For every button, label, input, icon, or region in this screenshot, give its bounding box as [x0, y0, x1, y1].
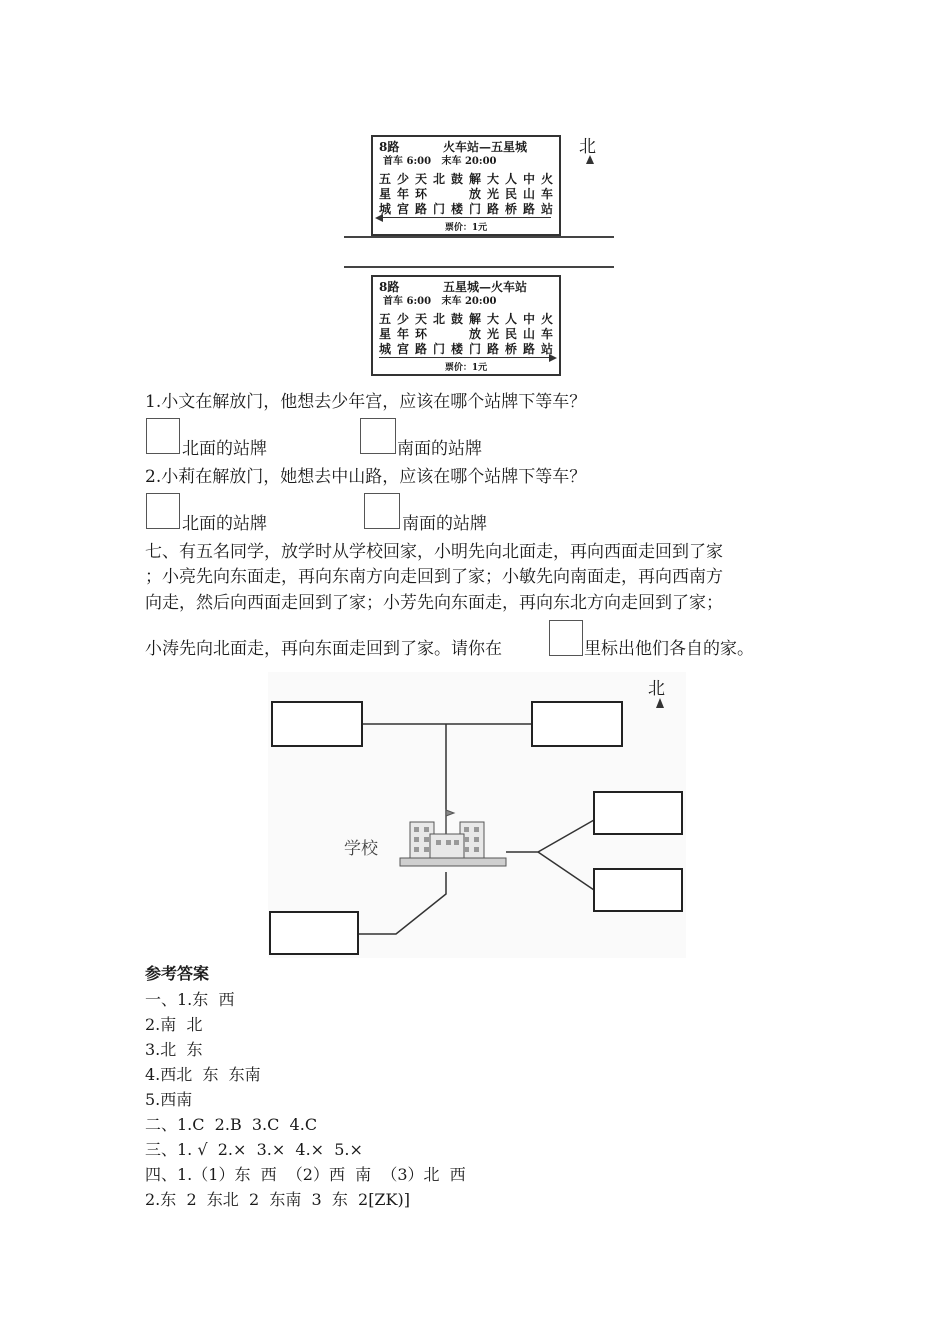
- station-char: 路: [414, 202, 427, 216]
- station-char: 车: [540, 327, 553, 341]
- station-char: 路: [486, 342, 499, 356]
- q2-option-south: 南面的站牌: [402, 514, 487, 534]
- north-bus-sign: [371, 135, 561, 236]
- station-char: 年: [396, 187, 409, 201]
- station-char: 民: [504, 327, 517, 341]
- q2-checkbox-north[interactable]: [146, 493, 180, 529]
- station-char: 人: [504, 312, 517, 326]
- station-char: 门: [468, 342, 481, 356]
- station-char: 少: [396, 312, 409, 326]
- home-box-southwest: [270, 912, 358, 954]
- station-char: 门: [432, 342, 445, 356]
- station-char: 门: [432, 202, 445, 216]
- sign-fare: 票价：1元: [444, 223, 488, 233]
- answer-line: 2.南 北: [145, 1015, 203, 1034]
- map-north-label: 北: [648, 679, 665, 699]
- station-char: 城: [378, 342, 391, 356]
- station-char: 火: [540, 312, 553, 326]
- answer-line: 2.东 2 东北 2 东南 3 东 2[ZK)]: [145, 1190, 410, 1209]
- inline-answer-box: [549, 620, 583, 656]
- sign-stations: [373, 310, 559, 358]
- station-char: 中: [522, 312, 535, 326]
- station-char: 鼓: [450, 172, 463, 186]
- station-char: 解: [468, 312, 481, 326]
- station-char: 城: [378, 202, 391, 216]
- station-char: 光: [486, 327, 499, 341]
- home-box-east-upper: [594, 792, 682, 834]
- answers-title: 参考答案: [145, 964, 210, 983]
- answer-line: 5.西南: [145, 1090, 193, 1109]
- q1-option-north: 北面的站牌: [182, 439, 267, 459]
- station-char: 民: [504, 187, 517, 201]
- answer-line: 三、1. √ 2.× 3.× 4.× 5.×: [145, 1140, 363, 1159]
- station-char: 放: [468, 187, 481, 201]
- q1-checkbox-north[interactable]: [146, 418, 180, 454]
- station-char: 桥: [504, 342, 517, 356]
- question-2: 2.小莉在解放门，她想去中山路，应该在哪个站牌下等车？: [145, 467, 587, 487]
- station-char: 五: [378, 312, 391, 326]
- road-north-edge: [344, 236, 614, 238]
- station-char: 天: [414, 172, 427, 186]
- station-char: 火: [540, 172, 553, 186]
- home-box-northeast: [532, 702, 622, 746]
- sign-stations: [373, 170, 559, 218]
- station-char: 桥: [504, 202, 517, 216]
- home-box-east-lower: [594, 869, 682, 911]
- station-char: 光: [486, 187, 499, 201]
- sign-direction: 火车站—五星城: [443, 140, 528, 154]
- station-char: 北: [432, 172, 445, 186]
- answer-line: 四、1.（1）东 西 （2）西 南 （3）北 西: [145, 1165, 466, 1184]
- station-char: 宫: [396, 342, 409, 356]
- sign-direction: 五星城—火车站: [443, 280, 528, 294]
- direction-arrow-east: [379, 357, 551, 358]
- station-char: 大: [486, 172, 499, 186]
- section7-line4-end: 里标出他们各自的家。: [584, 639, 754, 659]
- sign-route: 8路: [379, 280, 400, 294]
- q2-checkbox-south[interactable]: [364, 493, 400, 529]
- section7-line4-start: 小涛先向北面走，再向东面走回到了家。请你在: [145, 639, 502, 659]
- station-char: 站: [540, 342, 553, 356]
- sign-schedule: 首车 6:00 末车 20:00: [383, 296, 497, 307]
- station-char: 站: [540, 202, 553, 216]
- station-char: 少: [396, 172, 409, 186]
- bus-stop-figure: [344, 130, 614, 376]
- section7-line2: ；小亮先向东面走，再向东南方向走回到了家；小敏先向南面走，再向西南方: [145, 567, 723, 587]
- station-char: 中: [522, 172, 535, 186]
- station-char: 大: [486, 312, 499, 326]
- station-char: 北: [432, 312, 445, 326]
- north-arrow-icon: [586, 155, 594, 164]
- sign-fare: 票价：1元: [444, 363, 488, 373]
- station-char: 人: [504, 172, 517, 186]
- sign-route: 8路: [379, 140, 400, 154]
- station-char: 路: [522, 342, 535, 356]
- station-char: 环: [414, 187, 427, 201]
- home-box-northwest: [272, 702, 362, 746]
- station-char: 车: [540, 187, 553, 201]
- station-char: 放: [468, 327, 481, 341]
- q2-option-north: 北面的站牌: [182, 514, 267, 534]
- direction-arrow-west: [379, 217, 551, 218]
- answer-line: 3.北 东: [145, 1040, 203, 1059]
- section7-line1: 七、有五名同学，放学时从学校回家，小明先向北面走，再向西面走回到了家: [145, 542, 723, 562]
- station-char: 天: [414, 312, 427, 326]
- q1-checkbox-south[interactable]: [360, 418, 396, 454]
- sign-schedule: 首车 6:00 末车 20:00: [383, 156, 497, 167]
- station-char: 门: [468, 202, 481, 216]
- station-char: 宫: [396, 202, 409, 216]
- station-char: 山: [522, 187, 535, 201]
- station-char: 星: [378, 327, 391, 341]
- section7-line3: 向走，然后向西面走回到了家；小芳先向东面走，再向东北方向走回到了家；: [145, 593, 723, 613]
- station-char: 路: [414, 342, 427, 356]
- station-char: 楼: [450, 202, 463, 216]
- south-bus-sign: [371, 275, 561, 376]
- north-label: 北: [579, 137, 596, 157]
- question-1: 1.小文在解放门，他想去少年宫，应该在哪个站牌下等车？: [145, 392, 587, 412]
- school-map-graphic: [268, 672, 686, 958]
- q1-option-south: 南面的站牌: [397, 439, 482, 459]
- station-char: 山: [522, 327, 535, 341]
- school-label: 学校: [344, 839, 378, 859]
- answer-line: 4.西北 东 东南: [145, 1065, 261, 1084]
- station-char: 五: [378, 172, 391, 186]
- station-char: 年: [396, 327, 409, 341]
- road-south-edge: [344, 266, 614, 268]
- station-char: 鼓: [450, 312, 463, 326]
- answer-line: 一、1.东 西: [145, 990, 235, 1009]
- station-char: 环: [414, 327, 427, 341]
- school-map: [268, 672, 686, 958]
- station-char: 解: [468, 172, 481, 186]
- station-char: 星: [378, 187, 391, 201]
- station-char: 路: [522, 202, 535, 216]
- answer-line: 二、1.C 2.B 3.C 4.C: [145, 1115, 318, 1134]
- station-char: 楼: [450, 342, 463, 356]
- station-char: 路: [486, 202, 499, 216]
